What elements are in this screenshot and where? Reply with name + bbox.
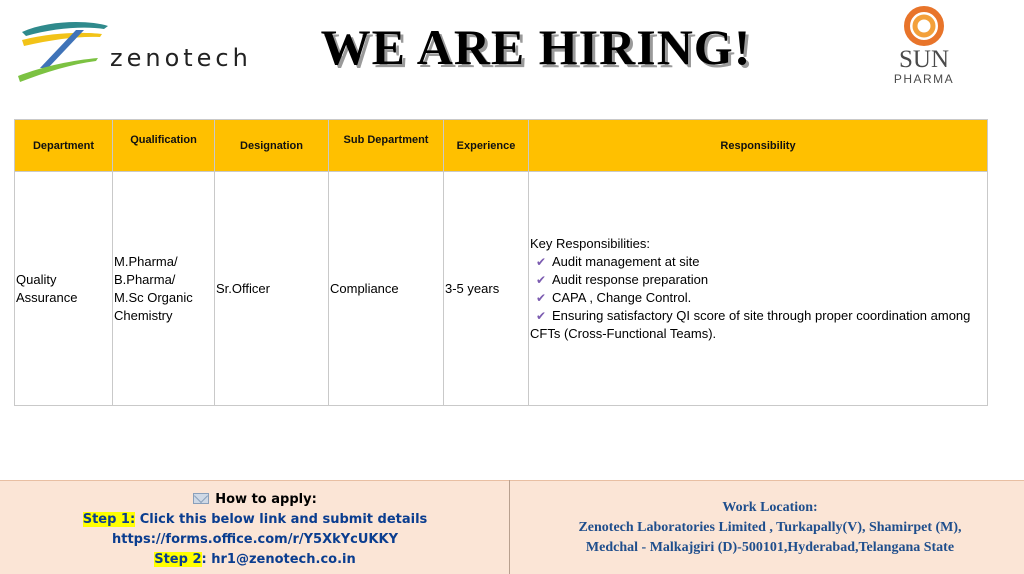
step1-label: Step 1: [82, 512, 136, 527]
qualification-line: B.Pharma/ [114, 271, 176, 287]
table-row [15, 172, 988, 406]
apply-title: How to apply: [215, 492, 317, 507]
column-header-department: Department [15, 120, 113, 172]
location-line: Zenotech Laboratories Limited , Turkapally(V), Shamirpet (M), [578, 520, 962, 535]
department-line: Quality [16, 271, 57, 287]
checkmark-icon: ✔ [535, 290, 547, 305]
responsibility-text: Ensuring satisfactory QI score of site through proper coordination among [552, 307, 971, 323]
checkmark-icon: ✔ [535, 308, 547, 323]
application-form-link[interactable]: https://forms.office.com/r/Y5XkYcUKKY [112, 532, 398, 547]
responsibility-text: CAPA , Change Control. [552, 289, 692, 305]
table-header-row [15, 120, 988, 172]
sun-pharma-logo [888, 4, 960, 88]
responsibility-heading: Key Responsibilities: [530, 235, 650, 251]
column-header-qualification: Qualification [113, 120, 215, 172]
apply-title-line [0, 490, 510, 510]
column-header-responsibility: Responsibility [529, 120, 988, 172]
experience-cell: 3-5 years [444, 172, 529, 406]
responsibility-cell [529, 172, 988, 406]
step2-line [0, 550, 510, 570]
responsibility-text: Audit response preparation [552, 271, 709, 287]
checkmark-icon: ✔ [535, 272, 547, 287]
partner-name: SUN [898, 46, 949, 73]
location-line: Medchal - Malkajgiri (D)-500101,Hyderabad,Telangana State [585, 540, 955, 555]
designation-cell: Sr.Officer [215, 172, 329, 406]
responsibility-continuation: CFTs (Cross-Functional Teams). [530, 325, 717, 341]
job-table [14, 119, 988, 406]
partner-subtitle: PHARMA [893, 72, 955, 86]
department-cell [15, 172, 113, 406]
step2-label: Step 2 [154, 552, 202, 567]
column-header-designation: Designation [215, 120, 329, 172]
mail-icon [193, 493, 209, 504]
sun-pharma-swirl-icon [898, 4, 950, 48]
department-line: Assurance [16, 289, 78, 305]
step1-text: Click this below link and submit details [135, 512, 428, 527]
step1-line [0, 510, 510, 530]
qualification-line: M.Sc Organic [114, 289, 193, 305]
apply-instructions [0, 490, 510, 570]
location-title: Work Location: [722, 500, 818, 515]
step2-email[interactable]: : hr1@zenotech.co.in [201, 552, 356, 567]
qualification-line: M.Pharma/ [114, 253, 178, 269]
column-header-sub-department: Sub Department [329, 120, 444, 172]
zenotech-logo [14, 14, 252, 86]
company-name: zenotech [110, 44, 252, 72]
list-item [530, 289, 986, 307]
zenotech-swoosh-icon [14, 14, 114, 86]
list-item [530, 253, 986, 271]
hiring-headline: WE ARE HIRING! [320, 19, 752, 75]
column-header-experience: Experience [444, 120, 529, 172]
sub-department-cell: Compliance [329, 172, 444, 406]
work-location [520, 498, 1020, 558]
qualification-line: Chemistry [114, 307, 173, 323]
responsibility-text: Audit management at site [552, 253, 700, 269]
list-item [530, 271, 986, 289]
checkmark-icon: ✔ [535, 254, 547, 269]
qualification-cell [113, 172, 215, 406]
list-item [530, 307, 986, 325]
